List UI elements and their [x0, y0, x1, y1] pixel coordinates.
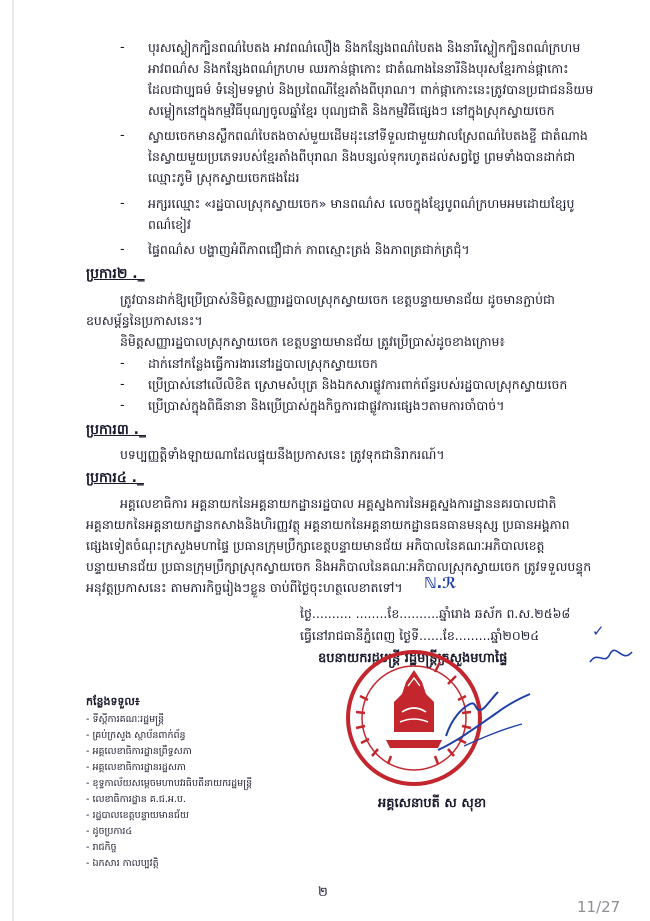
body-line: និមិត្តសញ្ញារដ្ឋបាលស្រុកស្វាយចេក ខេត្តបន្ទាយមានជ័យ ត្រូវប្រើប្រាស់ដូចខាងក្រោម៖	[120, 334, 505, 349]
body-line: អនុវត្តប្រកាសនេះ តាមភារកិច្ចរៀងៗខ្លួន ចាប់ពីថ្ងៃចុះហត្ថលេខាតទៅ។	[86, 580, 403, 595]
body-line: សម្លៀកនៅក្នុងកម្មវិធីបុណ្យចូលឆ្នាំខ្មែរ បុណ្យជាតិ និងកម្មវិធីផ្សេងៗ នៅក្នុងស្រុកស្វាយចេក	[148, 103, 555, 118]
page-counter: 11/27	[577, 898, 621, 916]
recipient-item: - ឯកសារ កាលប្បវត្តិ	[86, 858, 159, 869]
signer-name: អគ្គសេនាបតី ស សុខា	[378, 796, 487, 811]
body-line: ស្វាយចេកមានស្លឹកពណ៌បៃតងចាស់មួយដើមដុះនៅទីទួលជាមួយវាលស្រែពណ៌បៃតងខ្ចី ជាតំណាង	[148, 128, 588, 143]
body-line: ពណ៌ខៀវ	[148, 217, 191, 232]
recipient-item: - ខុទ្ទកាល័យសម្តេចមហាបវរធិបតីនាយករដ្ឋមន្ត្រី	[86, 778, 253, 789]
recipient-item: - រដ្ឋបាលខេត្តបន្ទាយមានជ័យ	[86, 810, 189, 821]
bullet-dash: -	[120, 377, 125, 392]
body-line: ប្រើប្រាស់ក្នុងពិធីនានា និងប្រើប្រាស់ក្នុងកិច្ចការជាផ្លូវការផ្សេងៗតាមការចាំបាច់។	[148, 398, 505, 413]
check-mark-icon: ✓	[592, 622, 605, 640]
initials-scribble	[588, 648, 636, 668]
body-line: ផ្សេងទៀតចំណុះក្រសួងមហាផ្ទៃ ប្រធានក្រុមប្រឹក្សាខេត្តបន្ទាយមានជ័យ អភិបាលនៃគណៈអភិបាលខេត្ត	[86, 538, 545, 553]
body-line: នៃស្វាយមួយប្រភេទរបស់ខ្មែរតាំងពីបុរាណ និងបន្សល់ទុករហូតដល់សព្វថ្ងៃ ព្រមទាំងបានដាក់ជា	[148, 149, 576, 164]
page-number: ២	[318, 885, 328, 900]
body-line: ដាក់នៅកន្លែងធ្វើការងារនៅរដ្ឋបាលស្រុកស្វាយចេក	[148, 356, 378, 371]
recipient-item: - អគ្គលេខាធិការដ្ឋានរដ្ឋសភា	[86, 762, 186, 773]
body-line: ឈ្មោះភូមិ ស្រុកស្វាយចេកផងដែរ	[148, 170, 300, 185]
official-seal	[338, 642, 538, 792]
solar-date: ធ្វើនៅរាជធានីភ្នំពេញ ថ្ងៃទី......ខែ.........ឆ្នាំ២០២៤	[300, 628, 540, 643]
bullet-dash: -	[120, 398, 125, 413]
body-line: បទប្បញ្ញត្តិទាំងឡាយណាដែលផ្ទុយនឹងប្រកាសនេះ ត្រូវទុកជានិរាករណ៍។	[120, 447, 445, 462]
bullet-dash: -	[120, 242, 125, 257]
body-line: ដែលជាប្បធម៌ ទំនៀមទម្លាប់ និងប្រពៃណីខ្មែរតាំងពីបុរាណ។ ពាក់ផ្កាកោះនេះត្រូវបានប្រជាជននិយម	[148, 82, 594, 97]
bullet-dash: -	[120, 196, 125, 211]
recipient-item: - ដូចប្រការ៤	[86, 826, 133, 837]
article-2-heading: ប្រការ២ ._	[86, 266, 145, 282]
recipient-item: - រាជកិច្ច	[86, 842, 117, 853]
body-line: ត្រូវបានដាក់ឱ្យប្រើប្រាស់និមិត្តសញ្ញារដ្ឋបាលស្រុកស្វាយចេក ខេត្តបន្ទាយមានជ័យ ដូចមានភ្ជាប់ជា	[120, 292, 555, 307]
body-line: ប្រើប្រាស់នៅលើលិខិត ស្រោមសំបុត្រ និងឯកសារផ្លូវការពាក់ព័ន្ធរបស់រដ្ឋបាលស្រុកស្វាយចេក	[148, 377, 568, 392]
recipient-item: - ទីស្តីការគណៈរដ្ឋមន្ត្រី	[86, 714, 165, 725]
page-edge-shadow	[12, 0, 14, 921]
recipients-heading: កន្លែងទទួល៖	[86, 695, 140, 708]
body-line: អក្សរឈ្មោះ «រដ្ឋបាលស្រុកស្វាយចេក» មានពណ៌ស លេចក្នុងខ្សែបូពណ៌ក្រហមអមដោយខ្សែបូ	[148, 196, 575, 211]
body-line: បុរសស្លៀកក្បិនពណ៌បៃតង អាវពណ៌លឿង និងកន្សែងពណ៌បៃតង និងនារីស្លៀកក្បិនពណ៌ក្រហម	[148, 40, 581, 55]
recipient-item: - លេខាធិការដ្ឋាន គ.ជ.អ.ប.	[86, 794, 186, 805]
body-line: បន្ទាយមានជ័យ ប្រធានក្រុមប្រឹក្សាស្រុកស្វាយចេក និងអភិបាលនៃគណៈអភិបាលស្រុកស្វាយចេក ត្រូវទទួលបន្ទុក	[86, 559, 592, 574]
body-line: អគ្គនាយកនៃអគ្គនាយកដ្ឋានកសាងនិងហិរញ្ញវត្ថុ អគ្គនាយកនៃអគ្គនាយកដ្ឋានធនធានមនុស្ស ប្រធានអង្គភាព	[86, 517, 570, 532]
body-line: ផ្ទៃពណ៌ស បង្ហាញអំពីភាពជឿជាក់ ភាពស្មោះត្រង់ និងភាពត្រជាក់ត្រជុំ។	[148, 242, 470, 257]
body-line: អាវពណ៌ស និងកន្សែងពណ៌ក្រហម ឈរកាន់ផ្កាកោះ ជាតំណាងនៃនារីនិងបុរសខ្មែរកាន់ផ្កាកោះ	[148, 61, 569, 76]
bullet-dash: -	[120, 356, 125, 371]
article-3-heading: ប្រការ៣ ._	[86, 422, 146, 438]
signer-title: ឧបនាយករដ្ឋមន្ត្រី រដ្ឋមន្ត្រីក្រសួងមហាផ្ទៃ	[318, 651, 508, 666]
recipient-item: - គ្រប់ក្រសួង ស្ថាប័នពាក់ព័ន្ធ	[86, 730, 186, 741]
body-line: អគ្គលេខាធិការ អគ្គនាយកនៃអគ្គនាយកដ្ឋានរដ្ឋបាល អគ្គស្នងការនៃអគ្គស្នងការដ្ឋាននគរបាលជាតិ	[120, 496, 557, 511]
bullet-dash: -	[120, 40, 125, 55]
recipient-item: - អគ្គលេខាធិការដ្ឋានព្រឹទ្ធសភា	[86, 746, 192, 757]
lunar-date: ថ្ងៃ.......... ........ខែ..........ឆ្នាំរោង ឆស័ក ព.ស.២៥៦៨	[300, 606, 571, 621]
body-line: ឧបសម្ព័ន្ធនៃប្រកាសនេះ។	[86, 313, 203, 328]
bullet-dash: -	[120, 128, 125, 143]
handwritten-initial-mark: ℕ.ℛ	[424, 574, 457, 592]
article-4-heading: ប្រការ៤ ._	[86, 470, 144, 486]
